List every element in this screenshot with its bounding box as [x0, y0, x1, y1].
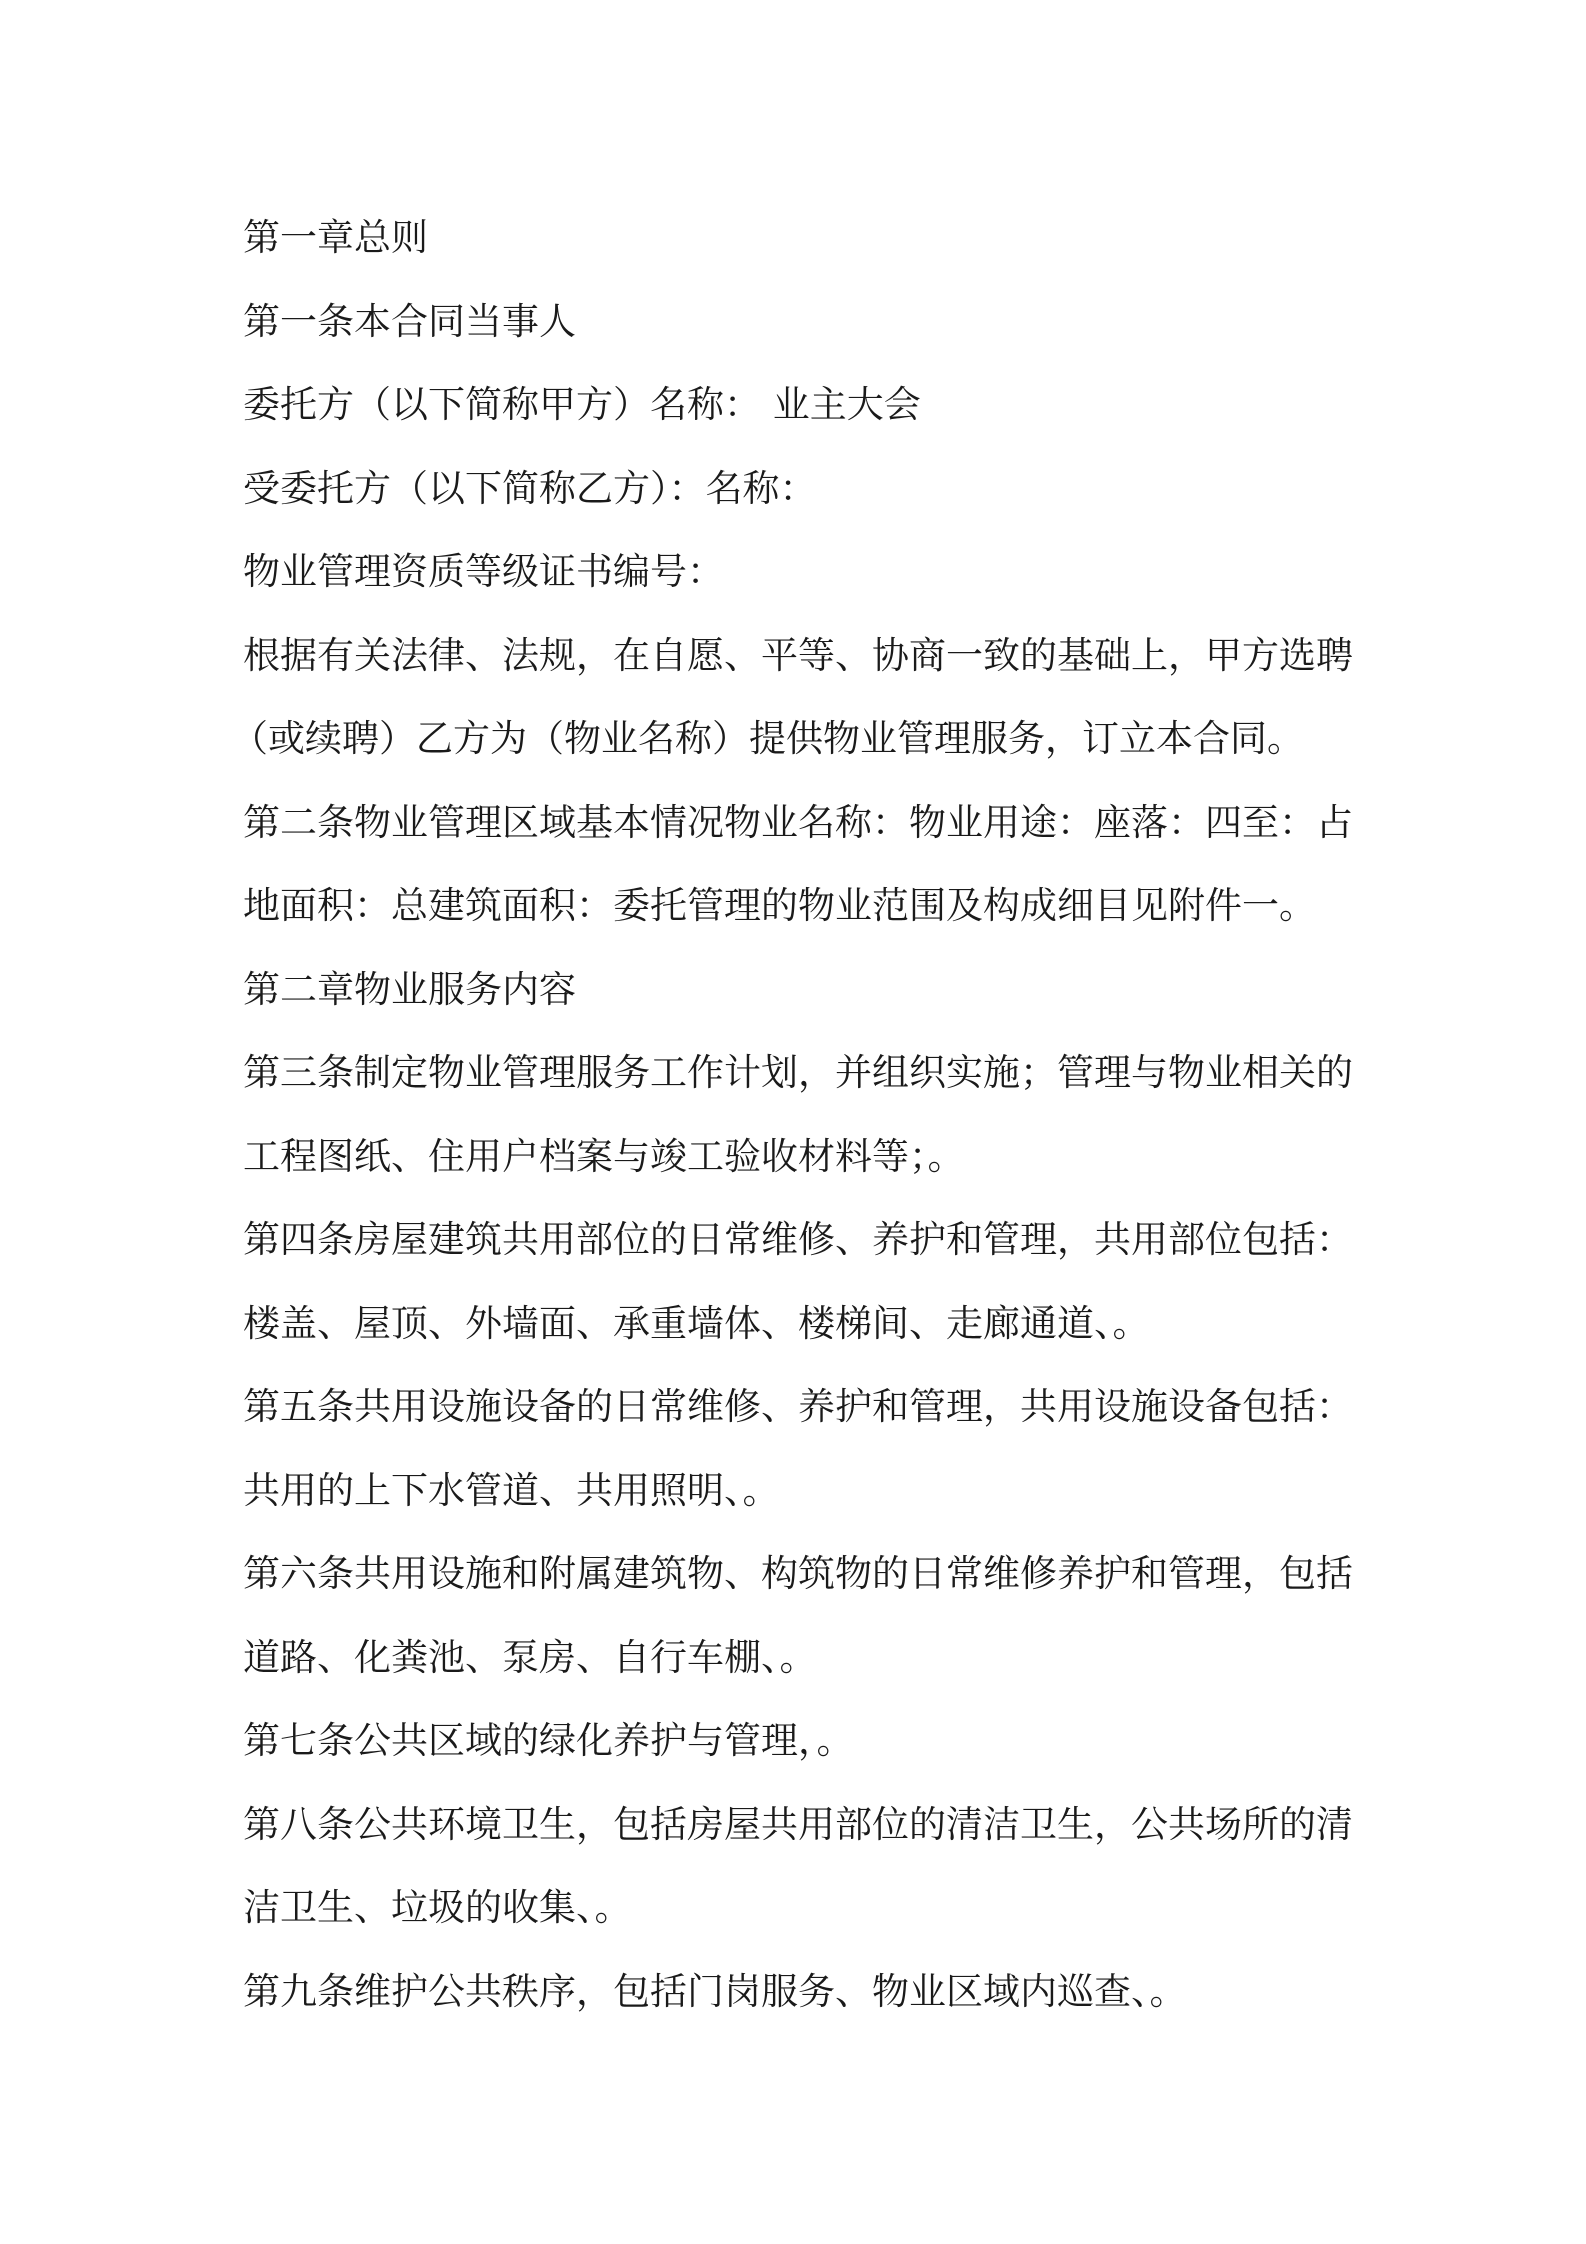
paragraph-line: 洁卫生、垃圾的收集、。: [243, 1886, 632, 1929]
article-line: 第四条房屋建筑共用部位的日常维修、养护和管理，共用部位包括：: [243, 1218, 1353, 1261]
document-body: [231, 196, 1363, 2033]
party-line: 委托方（以下简称甲方）名称： 业主大会: [243, 383, 921, 426]
article-line: 第六条共用设施和附属建筑物、构筑物的日常维修养护和管理，包括: [243, 1552, 1353, 1595]
article-line: 第五条共用设施设备的日常维修、养护和管理，共用设施设备包括：: [243, 1385, 1353, 1428]
article-line: 第九条维护公共秩序，包括门岗服务、物业区域内巡查、。: [243, 1969, 1187, 2013]
article-line: 第七条公共区域的绿化养护与管理，。: [243, 1719, 854, 1762]
paragraph-line: 地面积：总建筑面积：委托管理的物业范围及构成细目见附件一。: [243, 884, 1316, 927]
article-line: 第三条制定物业管理服务工作计划，并组织实施；管理与物业相关的: [243, 1051, 1353, 1094]
article-line: 第二条物业管理区域基本情况物业名称：物业用途：座落：四至：占: [243, 800, 1353, 844]
paragraph-line: 工程图纸、住用户档案与竣工验收材料等；。: [243, 1134, 965, 1178]
paragraph-line: 共用的上下水管道、共用照明、。: [243, 1468, 780, 1512]
chapter-heading: 第一章总则: [243, 216, 428, 259]
chapter-heading: 第二章物业服务内容: [243, 967, 576, 1011]
paragraph-line: 根据有关法律、法规，在自愿、平等、协商一致的基础上，甲方选聘: [243, 633, 1353, 677]
article-line: 第八条公共环境卫生，包括房屋共用部位的清洁卫生，公共场所的清: [243, 1802, 1353, 1846]
article-line: 第一条本合同当事人: [243, 299, 576, 343]
party-line: 受委托方（以下简称乙方）：名称：: [243, 466, 817, 510]
paragraph-line: 楼盖、屋顶、外墙面、承重墙体、楼梯间、走廊通道、。: [243, 1301, 1150, 1345]
certificate-line: 物业管理资质等级证书编号：: [243, 550, 724, 593]
paragraph-line: （或续聘）乙方为（物业名称）提供物业管理服务，订立本合同。: [231, 717, 1304, 760]
paragraph-line: 道路、化粪池、泵房、自行车棚、。: [243, 1635, 817, 1679]
